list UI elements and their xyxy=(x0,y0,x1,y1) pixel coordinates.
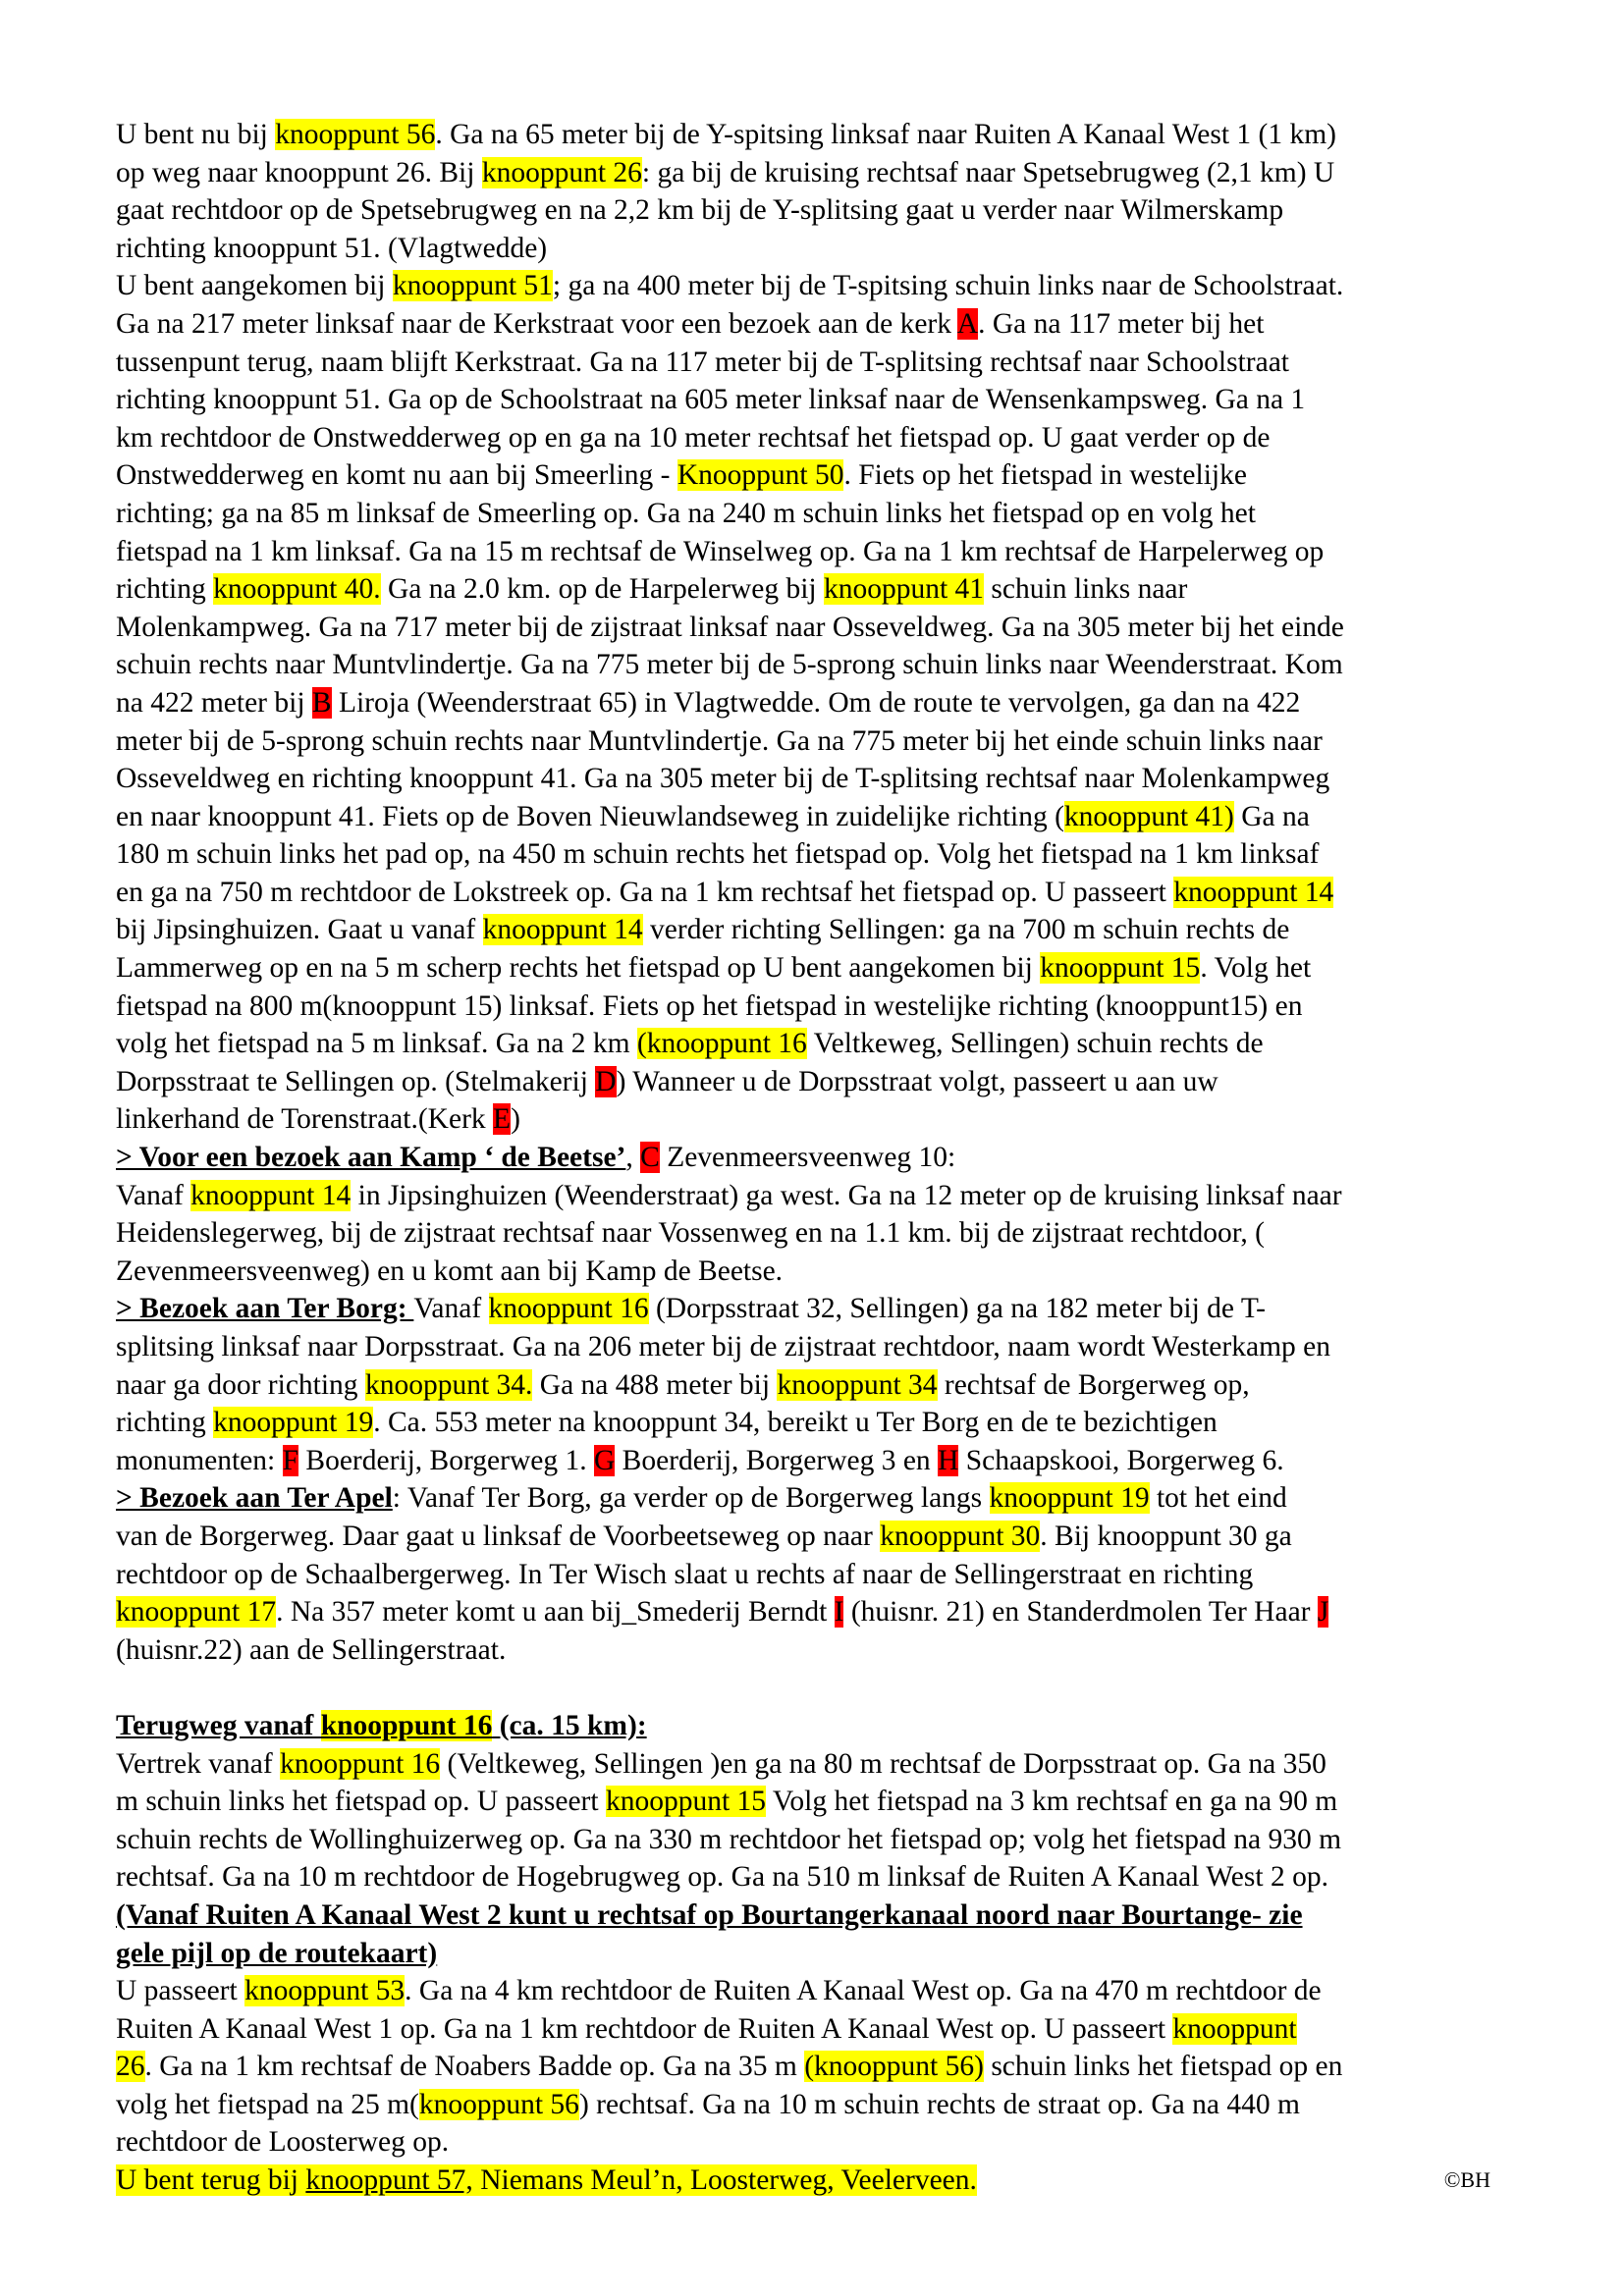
text-line xyxy=(116,2162,1530,2200)
knooppunt-highlight: knooppunt 41) xyxy=(1063,800,1234,832)
text-line xyxy=(116,609,1530,647)
text-span: (Dorpsstraat 32, Sellingen) ga na 182 meter bij de T- xyxy=(648,1293,1266,1325)
text-span: Vertrek vanaf xyxy=(116,1747,281,1780)
text-span: volg het fietspad na 25 m( xyxy=(116,2088,419,2120)
text-span: : Vanaf Ter Borg, ga verder op de Borgerweg langs xyxy=(392,1482,990,1515)
section-heading: (ca. 15 km): xyxy=(492,1709,647,1741)
knooppunt-highlight: (knooppunt 56) xyxy=(804,2051,984,2083)
text-span: Dorpsstraat te Sellingen op. (Stelmakerij xyxy=(116,1065,596,1097)
text-span: . Ga na 65 meter bij de Y-spitsing linksaf naar Ruiten A Kanaal West 1 (1 km) xyxy=(435,119,1336,150)
text-span: Schaapskooi, Borgerweg 6. xyxy=(958,1444,1284,1476)
text-span: . Ga na 1 km rechtsaf de Noabers Badde op. Ga na 35 m xyxy=(144,2051,805,2083)
knooppunt-highlight: knooppunt 40. xyxy=(213,573,381,606)
text-line xyxy=(116,1896,1530,1935)
text-span: rechtsaf de Borgerweg op, xyxy=(937,1368,1250,1401)
knooppunt-highlight: knooppunt 53 xyxy=(244,1975,406,2007)
text-line xyxy=(116,988,1530,1026)
text-span: verder richting Sellingen: ga na 700 m schuin rechts de xyxy=(642,914,1290,946)
text-line xyxy=(116,305,1530,344)
knooppunt-highlight: knooppunt 34. xyxy=(364,1368,533,1401)
text-line xyxy=(116,570,1530,609)
text-line xyxy=(116,646,1530,684)
text-span: Zevenmeersveenweg) en u komt aan bij Kamp de Beetse. xyxy=(116,1255,784,1287)
text-span: . Ga na 4 km rechtdoor de Ruiten A Kanaal West op. Ga na 470 m rechtdoor de xyxy=(405,1975,1322,2007)
section-heading: > Bezoek aan Ter Borg: xyxy=(116,1293,407,1325)
text-line xyxy=(116,1972,1530,2010)
text-line xyxy=(116,1063,1530,1101)
knooppunt-highlight: knooppunt 26 xyxy=(481,156,642,188)
text-span: Lammerweg op en na 5 m scherp rechts het fietspad op U bent aangekomen bij xyxy=(116,952,1041,985)
text-span: richting; ga na 85 m linksaf de Smeerling op. Ga na 240 m schuin links het fietspad op en volg het xyxy=(116,497,1256,529)
marker-label: G xyxy=(593,1444,616,1476)
text-span: splitsing linksaf naar Dorpsstraat. Ga na 206 meter bij de zijstraat rechtdoor, naam wordt Westerkamp en xyxy=(116,1331,1330,1362)
knooppunt-highlight: knooppunt 34 xyxy=(777,1368,938,1401)
knooppunt-highlight: knooppunt 19 xyxy=(989,1482,1150,1515)
text-line xyxy=(116,191,1530,230)
text-span: volg het fietspad na 5 m linksaf. Ga na 2 km xyxy=(116,1028,637,1060)
knooppunt-highlight: knooppunt 16 xyxy=(320,1709,493,1741)
text-line xyxy=(116,1556,1530,1594)
marker-label: J xyxy=(1317,1596,1329,1629)
text-line xyxy=(116,154,1530,192)
text-line xyxy=(116,2086,1530,2124)
text-line xyxy=(116,722,1530,761)
text-line xyxy=(116,1707,1530,1745)
text-span: rechtdoor op de Schaalbergerweg. In Ter Wisch slaat u rechts af naar de Sellingerstraat en richting xyxy=(116,1558,1254,1590)
knooppunt-highlight: knooppunt 56 xyxy=(418,2088,579,2120)
text-span: Boerderij, Borgerweg 1. xyxy=(298,1444,594,1476)
text-span: . Ga na 117 meter bij het xyxy=(978,307,1265,340)
text-span: (huisnr.22) aan de Sellingerstraat. xyxy=(116,1633,507,1666)
text-span: Vanaf xyxy=(116,1179,191,1211)
text-line xyxy=(116,1631,1530,1670)
text-span: Volg het fietspad na 3 km rechtsaf en ga na 90 m xyxy=(766,1786,1338,1818)
text-line xyxy=(116,835,1530,874)
text-span: richting knooppunt 51. (Vlagtwedde) xyxy=(116,232,548,264)
knooppunt-highlight: knooppunt 19 xyxy=(213,1407,374,1439)
text-span: in Jipsinghuizen (Weenderstraat) ga west. Ga na 12 meter op de kruising linksaf naar xyxy=(351,1179,1342,1211)
text-span: , xyxy=(625,1142,641,1174)
text-line xyxy=(116,1935,1530,1973)
text-span: en naar knooppunt 41. Fiets op de Boven Nieuwlandseweg in zuidelijke richting ( xyxy=(116,800,1064,832)
knooppunt-highlight: knooppunt 56 xyxy=(275,119,436,150)
knooppunt-highlight: knooppunt 17 xyxy=(116,1596,277,1629)
text-span: . Fiets op het fietspad in westelijke xyxy=(843,459,1247,492)
text-line xyxy=(116,1328,1530,1366)
text-span: Ga na 217 meter linksaf naar de Kerkstraat voor een bezoek aan de kerk xyxy=(116,307,957,340)
section-heading: gele pijl op de routekaart) xyxy=(116,1937,438,1969)
text-line xyxy=(116,495,1530,533)
text-line xyxy=(116,949,1530,988)
knooppunt-highlight: (knooppunt 16 xyxy=(636,1028,807,1060)
document-page xyxy=(116,116,1530,2200)
text-span: U bent nu bij xyxy=(116,119,276,150)
text-line xyxy=(116,798,1530,836)
text-line xyxy=(116,684,1530,722)
text-line xyxy=(116,911,1530,949)
knooppunt-highlight: 26 xyxy=(116,2051,145,2083)
text-span: ) Wanneer u de Dorpsstraat volgt, passeert u aan uw xyxy=(616,1065,1218,1097)
text-span: : ga bij de kruising rechtsaf naar Spetsebrugweg (2,1 km) U xyxy=(641,156,1335,188)
text-span: Ruiten A Kanaal West 1 op. Ga na 1 km rechtdoor de Ruiten A Kanaal West op. U passeert xyxy=(116,2012,1173,2045)
text-span: 180 m schuin links het pad op, na 450 m schuin rechts het fietspad op. Volg het fietspad na 1 km linksaf xyxy=(116,838,1320,871)
marker-label: F xyxy=(282,1444,299,1476)
text-span: fietspad na 1 km linksaf. Ga na 15 m rechtsaf de Winselweg op. Ga na 1 km rechtsaf de Harpelerweg op xyxy=(116,535,1325,567)
text-line xyxy=(116,2048,1530,2086)
text-line xyxy=(116,230,1530,268)
text-span: km rechtdoor de Onstwedderweg op en ga na 10 meter rechtsaf het fietspad op. U gaat verder op de xyxy=(116,421,1271,454)
text-span: tussenpunt terug, naam blijft Kerkstraat. Ga na 117 meter bij de T-splitsing rechtsaf naar Schoolstraat xyxy=(116,346,1289,378)
text-span: U bent aangekomen bij xyxy=(116,270,393,302)
text-span: . Bij knooppunt 30 ga xyxy=(1040,1520,1292,1552)
text-line xyxy=(116,1442,1530,1480)
text-span: richting knooppunt 51. Ga op de Schoolstraat na 605 meter linksaf naar de Wensenkampsweg. Ga na 1 xyxy=(116,384,1306,416)
text-line xyxy=(116,1479,1530,1518)
blank-line xyxy=(116,1669,1530,1707)
knooppunt-highlight: Niemans Meul’n, Loosterweg, Veelerveen. xyxy=(472,2164,977,2197)
text-span: rechtsaf. Ga na 10 m rechtdoor de Hogebrugweg op. Ga na 510 m linksaf de Ruiten A Kanaal West 2 op. xyxy=(116,1861,1328,1894)
text-span: Osseveldweg en richting knooppunt 41. Ga na 305 meter bij de T-splitsing rechtsaf naar Molenkampweg xyxy=(116,763,1330,795)
text-span: fietspad na 800 m(knooppunt 15) linksaf. Fiets op het fietspad in westelijke richting (knooppunt15) en xyxy=(116,989,1303,1022)
text-span: op weg naar knooppunt 26. Bij xyxy=(116,156,482,188)
section-heading: > Voor een bezoek aan Kamp ‘ de Beetse’ xyxy=(116,1142,626,1174)
text-line xyxy=(116,1745,1530,1784)
knooppunt-highlight: knooppunt 14 xyxy=(190,1179,352,1211)
knooppunt-highlight: knooppunt 30 xyxy=(880,1520,1041,1552)
knooppunt-highlight: Knooppunt 50 xyxy=(677,459,844,492)
section-heading: (Vanaf Ruiten A Kanaal West 2 kunt u rechtsaf op Bourtangerkanaal noord naar Bourtange- zie xyxy=(116,1898,1303,1931)
text-line xyxy=(116,1100,1530,1139)
text-span: en ga na 750 m rechtdoor de Lokstreek op. Ga na 1 km rechtsaf het fietspad op. U passeert xyxy=(116,876,1174,908)
marker-label: D xyxy=(595,1065,617,1097)
text-span: Heidenslegerweg, bij de zijstraat rechtsaf naar Vossenweg en na 1.1 km. bij de zijstraat rechtdoor, ( xyxy=(116,1217,1265,1250)
section-heading: > Bezoek aan Ter Apel xyxy=(116,1482,393,1515)
knooppunt-highlight: knooppunt 14 xyxy=(482,914,643,946)
text-span: tot het eind xyxy=(1149,1482,1287,1515)
text-line xyxy=(116,116,1530,154)
text-line xyxy=(116,1139,1530,1177)
text-span: Ga na 488 meter bij xyxy=(532,1368,778,1401)
marker-label: A xyxy=(956,307,979,340)
text-span: ; ga na 400 meter bij de T-spitsing schuin links naar de Schoolstraat. xyxy=(552,270,1344,302)
text-span: (Veltkeweg, Sellingen )en ga na 80 m rechtsaf de Dorpsstraat op. Ga na 350 xyxy=(440,1747,1326,1780)
text-span: richting xyxy=(116,573,214,606)
knooppunt-highlight: knooppunt 41 xyxy=(823,573,985,606)
knooppunt-highlight: knooppunt 57, xyxy=(305,2164,473,2197)
text-span: (huisnr. 21) en Standerdmolen Ter Haar xyxy=(843,1596,1318,1629)
text-span: . Volg het xyxy=(1200,952,1312,985)
text-span: . Ca. 553 meter na knooppunt 34, bereikt u Ter Borg en de te bezichtigen xyxy=(373,1407,1218,1439)
text-span: van de Borgerweg. Daar gaat u linksaf de Voorbeetseweg op naar xyxy=(116,1520,881,1552)
text-line xyxy=(116,1404,1530,1442)
knooppunt-highlight: knooppunt xyxy=(1172,2012,1297,2045)
text-line xyxy=(116,1366,1530,1405)
text-span: Vanaf xyxy=(413,1293,489,1325)
knooppunt-highlight: U bent terug bij xyxy=(116,2164,306,2197)
text-line xyxy=(116,1518,1530,1556)
marker-label: C xyxy=(640,1142,660,1174)
text-line xyxy=(116,456,1530,495)
text-span: ) xyxy=(511,1103,520,1136)
text-line xyxy=(116,1593,1530,1631)
text-span: schuin links naar xyxy=(984,573,1188,606)
text-span: richting xyxy=(116,1407,214,1439)
text-span: rechtdoor de Loosterweg op. xyxy=(116,2126,450,2159)
text-line xyxy=(116,267,1530,305)
text-line xyxy=(116,419,1530,457)
text-span: Ga na xyxy=(1233,800,1310,832)
text-span: m schuin links het fietspad op. U passeert xyxy=(116,1786,606,1818)
text-span: Molenkampweg. Ga na 717 meter bij de zijstraat linksaf naar Osseveldweg. Ga na 305 meter bij het einde xyxy=(116,611,1344,643)
text-span: monumenten: xyxy=(116,1444,283,1476)
text-line xyxy=(116,533,1530,571)
text-span: Ga na 2.0 km. op de Harpelerweg bij xyxy=(380,573,824,606)
text-span: linkerhand de Torenstraat.(Kerk xyxy=(116,1103,494,1136)
text-span: Boerderij, Borgerweg 3 en xyxy=(615,1444,939,1476)
marker-label: I xyxy=(834,1596,844,1629)
text-span: schuin rechts de Wollinghuizerweg op. Ga na 330 m rechtdoor het fietspad op; volg het fietspad na 930 m xyxy=(116,1823,1342,1855)
copyright-mark: ©BH xyxy=(1443,2167,1490,2193)
text-span: ) rechtsaf. Ga na 10 m schuin rechts de straat op. Ga na 440 m xyxy=(578,2088,1300,2120)
text-span: meter bij de 5-sprong schuin rechts naar Muntvlindertje. Ga na 775 meter bij het einde schuin links naar xyxy=(116,724,1323,757)
text-span: U passeert xyxy=(116,1975,245,2007)
text-span: na 422 meter bij xyxy=(116,686,312,719)
text-span: Liroja (Weenderstraat 65) in Vlagtwedde. Om de route te vervolgen, ga dan na 422 xyxy=(331,686,1301,719)
text-line xyxy=(116,1177,1530,1215)
text-span: naar ga door richting xyxy=(116,1368,365,1401)
text-span: Zevenmeersveenweg 10: xyxy=(659,1142,956,1174)
knooppunt-highlight: knooppunt 16 xyxy=(280,1747,441,1780)
text-line xyxy=(116,1253,1530,1291)
marker-label: B xyxy=(311,686,332,719)
knooppunt-highlight: knooppunt 15 xyxy=(1040,952,1201,985)
text-line xyxy=(116,1821,1530,1859)
section-heading: Terugweg vanaf xyxy=(116,1709,321,1741)
text-line xyxy=(116,1858,1530,1896)
text-line xyxy=(116,1783,1530,1821)
marker-label: H xyxy=(938,1444,959,1476)
knooppunt-highlight: knooppunt 15 xyxy=(605,1786,767,1818)
text-span: gaat rechtdoor op de Spetsebrugweg en na 2,2 km bij de Y-splitsing gaat u verder naar Wilmerskamp xyxy=(116,194,1284,227)
knooppunt-highlight: knooppunt 51 xyxy=(392,270,553,302)
text-line xyxy=(116,344,1530,382)
text-line xyxy=(116,874,1530,912)
text-span: bij Jipsinghuizen. Gaat u vanaf xyxy=(116,914,483,946)
text-span: schuin rechts naar Muntvlindertje. Ga na 775 meter bij de 5-sprong schuin links naar Weenderstraat. Kom xyxy=(116,649,1343,681)
knooppunt-highlight: knooppunt 16 xyxy=(488,1293,649,1325)
text-line xyxy=(116,1290,1530,1328)
text-line xyxy=(116,1025,1530,1063)
text-span: . Na 357 meter komt u aan bij_Smederij Berndt xyxy=(276,1596,835,1629)
text-line xyxy=(116,2010,1530,2049)
text-span: schuin links het fietspad op en xyxy=(983,2051,1343,2083)
text-line xyxy=(116,381,1530,419)
route-text xyxy=(116,116,1530,2200)
knooppunt-highlight: knooppunt 14 xyxy=(1173,876,1334,908)
text-line xyxy=(116,1214,1530,1253)
text-line xyxy=(116,2123,1530,2162)
text-span: Onstwedderweg en komt nu aan bij Smeerling - xyxy=(116,459,677,492)
text-span: Veltkeweg, Sellingen) schuin rechts de xyxy=(806,1028,1264,1060)
marker-label: E xyxy=(493,1103,512,1136)
text-line xyxy=(116,760,1530,798)
